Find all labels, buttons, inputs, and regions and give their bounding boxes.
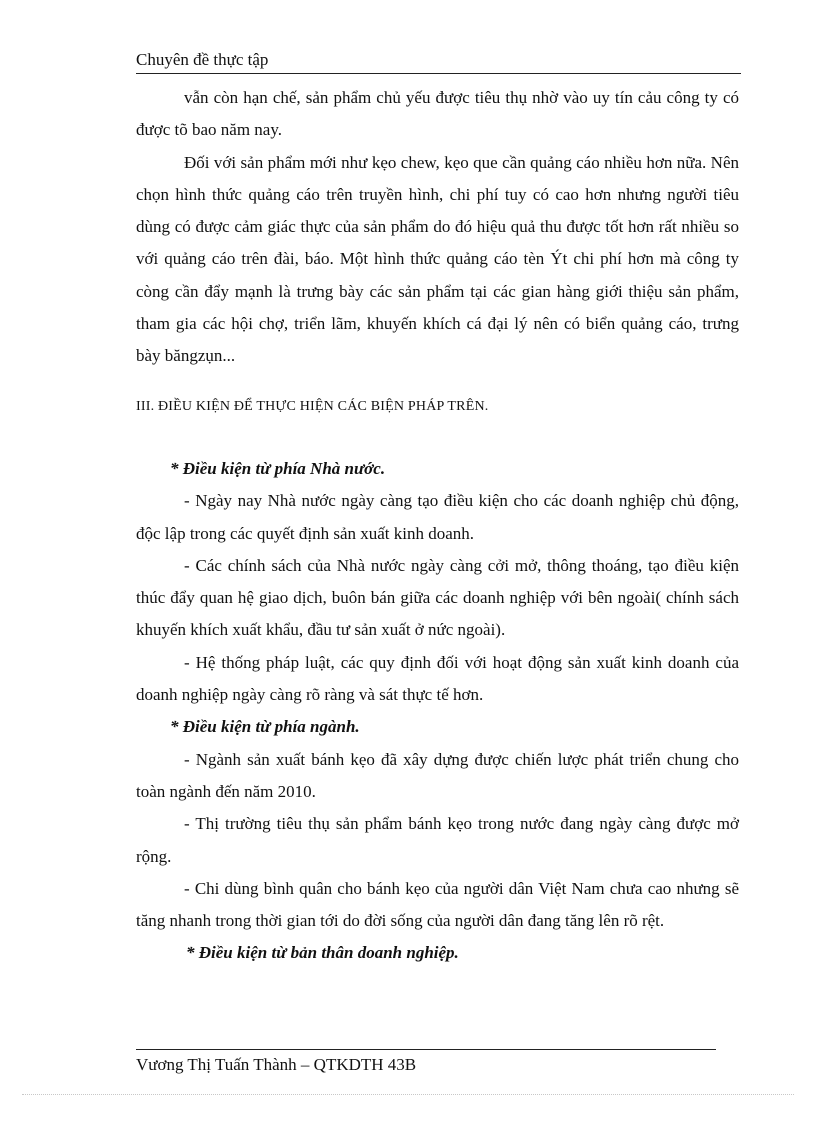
page-footer <box>136 1054 416 1076</box>
paragraph-1: vẫn còn hạn chế, sản phẩm chủ yếu được tiêu thụ nhờ vào uy tín cảu công ty có được tõ bao năm nay. <box>136 88 739 140</box>
footer-divider <box>136 1049 716 1050</box>
subheading-state: * Điều kiện từ phía Nhà nước. <box>170 458 386 478</box>
paragraph-4: - Các chính sách của Nhà nước ngày càng cởi mở, thông thoáng, tạo điều kiện thúc đẩy quan hệ giao dịch, buôn bán giữa các doanh nghiệp với bên ngoài( chính sách khuyến khích xuất khẩu, đầu tư sản xuất ở nức ngoài). <box>136 555 739 640</box>
paragraph-7: - Thị trường tiêu thụ sản phẩm bánh kẹo trong nước đang ngày càng được mở rộng. <box>136 814 739 866</box>
paragraph-2: Đối với sản phẩm mới như kẹo chew, kẹo que cần quảng cáo nhiều hơn nữa. Nên chọn hình thức quảng cáo trên truyền hình, chi phí tuy có cao hơn nhưng người tiêu dùng có được cảm giác thực của sản phẩm do đó hiệu quả thu được tốt hơn rất nhiều so với quảng cáo trên đài, báo. Một hình thức quảng cáo tèn Ýt chi phí hơn mà công ty còng cần đẩy mạnh là trưng bày các sản phẩm tại các gian hàng giới thiệu sản phẩm, tham gia các hội chợ, triển lãm, khuyến khích cá đại lý nên có biển quảng cáo, trưng bày băngzụn... <box>136 152 739 366</box>
paragraph-5: - Hệ thống pháp luật, các quy định đối với hoạt động sản xuất kinh doanh của doanh nghiệp ngày càng rõ ràng và sát thực tế hơn. <box>136 652 739 705</box>
subheading-enterprise: * Điều kiện từ bản thân doanh nghiệp. <box>186 943 459 963</box>
header-title: Chuyên đề thực tập <box>136 50 269 69</box>
document-body <box>136 82 739 970</box>
subheading-industry: * Điều kiện từ phía ngành. <box>170 717 360 737</box>
page-header <box>136 49 741 74</box>
paragraph-3: - Ngày nay Nhà nước ngày càng tạo điều kiện cho các doanh nghiệp chủ động, độc lập trong các quyết định sản xuất kinh doanh. <box>136 491 739 543</box>
paragraph-6: - Ngành sản xuất bánh kẹo đã xây dựng được chiến lược phát triển chung cho toàn ngành đến năm 2010. <box>136 749 739 801</box>
paragraph-8: - Chi dùng bình quân cho bánh kẹo của người dân Việt Nam chưa cao nhưng sẽ tăng nhanh trong thời gian tới do đời sống của người dân đang tăng lên rõ rệt. <box>136 878 739 931</box>
section-title: III. ĐIỀU KIỆN ĐỂ THỰC HIỆN CÁC BIỆN PHÁP TRÊN. <box>136 398 489 414</box>
page-bottom-edge <box>22 1094 794 1095</box>
footer-author: Vương Thị Tuấn Thành – QTKDTH 43B <box>136 1055 417 1074</box>
